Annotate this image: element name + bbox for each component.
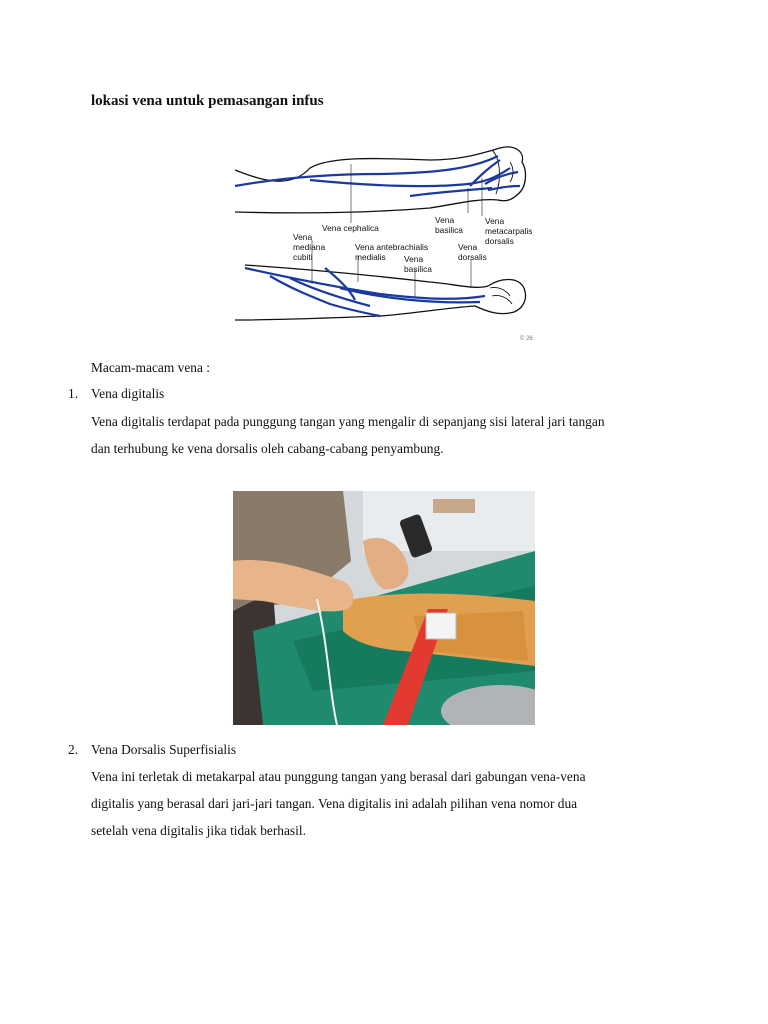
label-metacarpalis-line3: dorsalis: [485, 236, 514, 246]
photo-illustration: [233, 491, 535, 725]
arm-veins-illustration: [230, 128, 540, 343]
lower-arm-drawing: [235, 265, 526, 320]
item-2-paragraph-line: digitalis yang berasal dari jari-jari tangan. Vena digitalis ini adalah pilihan vena nomor dua: [91, 796, 578, 811]
upper-arm-veins: [235, 156, 520, 196]
label-metacarpalis-line1: Vena: [485, 216, 505, 226]
label-metacarpalis-line2: metacarpalis: [485, 226, 533, 236]
label-vena-cephalica: Vena cephalica: [322, 223, 379, 233]
diagram-copyright: © 26: [520, 336, 533, 342]
label-antebrachialis-line2: medialis: [355, 252, 386, 262]
label-dorsalis-line1: Vena: [458, 242, 478, 252]
item-1-paragraph-line: Vena digitalis terdapat pada punggung tangan yang mengalir di sepanjang sisi lateral jari tangan: [91, 414, 605, 429]
label-vena-basilica-top-line2: basilica: [435, 225, 463, 235]
item-1-paragraph-line: dan terhubung ke vena dorsalis oleh cabang-cabang penyambung.: [91, 441, 444, 456]
intro-text: Macam-macam vena :: [91, 360, 210, 375]
item-2-paragraph-line: setelah vena digitalis jika tidak berhasil.: [91, 823, 306, 838]
label-basilica-low-line1: Vena: [404, 254, 424, 264]
item-1-title: Vena digitalis: [91, 386, 165, 401]
item-2-number: 2.: [68, 742, 79, 757]
label-mediana-line1: Vena: [293, 232, 313, 242]
infusion-procedure-photo: [233, 491, 535, 725]
label-mediana-line3: cubiti: [293, 252, 313, 262]
label-vena-basilica-top-line1: Vena: [435, 215, 455, 225]
label-dorsalis-line2: dorsalis: [458, 252, 487, 262]
label-antebrachialis-line1: Vena antebrachialis: [355, 242, 429, 252]
label-mediana-line2: mediana: [293, 242, 326, 252]
vein-location-diagram: [230, 128, 540, 343]
page-heading: lokasi vena untuk pemasangan infus: [91, 93, 324, 109]
label-basilica-low-line2: basilica: [404, 264, 432, 274]
item-2-paragraph-line: Vena ini terletak di metakarpal atau punggung tangan yang berasal dari gabungan vena-vena: [91, 769, 586, 784]
item-2-title: Vena Dorsalis Superfisialis: [91, 742, 237, 757]
item-1-number: 1.: [68, 386, 79, 401]
